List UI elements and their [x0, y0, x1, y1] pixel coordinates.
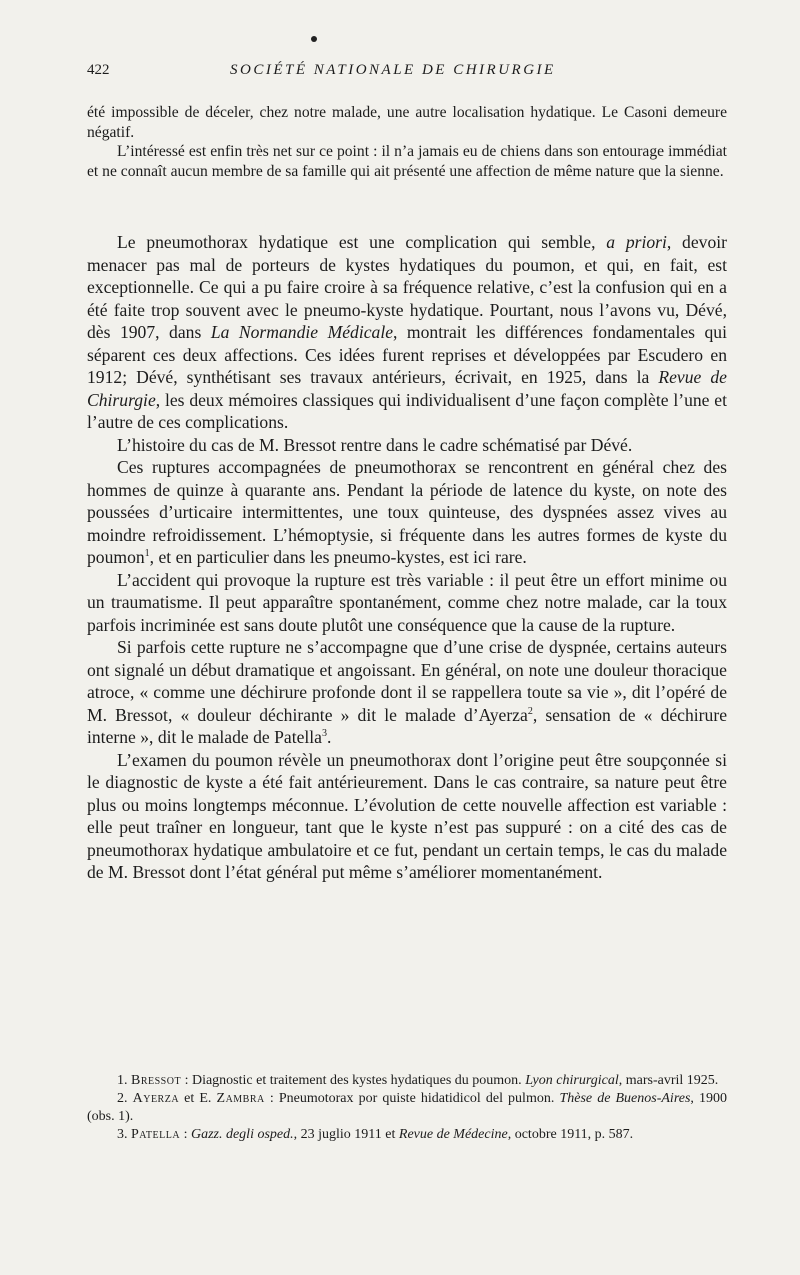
body-paragraph-4: L’accident qui provoque la rupture est très variable : il peut être un effort minime ou un traumatisme. Il peut apparaître spontanément, comme chez notre malade, car la toux parfois incriminée est sans doute plutôt une conséquence que la cause de la rupture. — [87, 569, 727, 635]
body-paragraph-1: Le pneumothorax hydatique est une complication qui semble, a priori, devoir menacer pas mal de porteurs de kystes hydatiques du poumon, et qui, en fait, est exceptionnelle. Ce qui a pu faire croire à sa fréquence relative, c’est la confusion qui en a été faite trop souvent avec le pneumo-kyste hydatique. Pourtant, nous l’avons vu, Dévé, dès 1907, dans La Normandie Médicale, montrait les différences fondamentales qui séparent ces deux affections. Ces idées furent reprises et développées par Escudero en 1912; Dévé, synthétisant ses travaux antérieurs, écrivait, en 1925, dans la Revue de Chirurgie, les deux mémoires classiques qui individualisent d’une façon complète l’une et l’autre de ces complications. — [87, 232, 728, 432]
printer-dot — [311, 36, 317, 42]
footnote-ref-1: 1 — [144, 548, 150, 560]
running-title: SOCIÉTÉ NATIONALE DE CHIRURGIE — [230, 62, 556, 78]
page-number: 422 — [87, 62, 110, 78]
body-paragraph-2: L’histoire du cas de M. Bressot rentre dans le cadre schématisé par Dévé. — [117, 434, 633, 455]
footnote-ref-2: 2 — [527, 705, 533, 717]
footnote-3: 3. Patella : Gazz. degli osped., 23 juglio 1911 et Revue de Médecine, octobre 1911, p. 587. — [117, 1127, 634, 1142]
body-paragraph-5: Si parfois cette rupture ne s’accompagne que d’une crise de dyspnée, certains auteurs ont signalé un début dramatique et angoissant. En général, on note une douleur thoracique atroce, « comme une déchirure profonde dont il se rappellera toute sa vie », dit l’opéré de M. Bressot, « douleur déchirante » dit le malade d’Ayerza$^2$, sensation de « déchirure interne », dit le malade de Patella$^3$. — [87, 637, 727, 747]
intro-paragraph-2: L’intéressé est enfin très net sur ce point : il n’a jamais eu de chiens dans son entourage immédiat et ne connaît aucun membre de sa famille qui ait présenté une affection de même nature que la sienne. — [87, 143, 727, 180]
page-header — [87, 62, 727, 82]
body-paragraph-6: L’examen du poumon révèle un pneumothorax dont l’origine peut être soupçonnée si le diagnostic de kyste a été fait antérieurement. Dans le cas contraire, sa nature peut être plus ou moins longtemps méconnue. L’évolution de cette nouvelle affection est variable : elle peut traîner en longueur, tant que le kyste n’est pas suppuré : on a cité des cas de pneumothorax hydatique ambulatoire et ce fut, pendant un certain temps, le cas du malade de M. Bressot dont l’état général put même s’améliorer momentanément. — [87, 749, 727, 882]
intro-block — [87, 103, 727, 181]
footnote-ref-3: 3 — [321, 728, 327, 740]
main-text — [87, 231, 727, 884]
footnotes — [87, 1072, 727, 1144]
footnote-1: 1. Bressot : Diagnostic et traitement des kystes hydatiques du poumon. Lyon chirurgical, mars-avril 1925. — [117, 1073, 719, 1088]
footnote-2: 2. Ayerza et E. Zambra : Pneumotorax por quiste hidatidicol del pulmon. Thèse de Buenos-Aires, 1900 (obs. 1). — [87, 1091, 728, 1124]
intro-paragraph-1: été impossible de déceler, chez notre malade, une autre localisation hydatique. Le Casoni demeure négatif. — [87, 104, 727, 141]
body-paragraph-3: Ces ruptures accompagnées de pneumothorax se rencontrent en général chez des hommes de quinze à quarante ans. Pendant la période de latence du kyste, on note des poussées d’urticaire intermittentes, une toux quinteuse, des dyspnées assez vives au moindre refroidissement. L’hémoptysie, si fréquente dans les autres formes de kyste du poumon$^1$, et en particulier dans les pneumo-kystes, est ici rare. — [87, 457, 727, 567]
